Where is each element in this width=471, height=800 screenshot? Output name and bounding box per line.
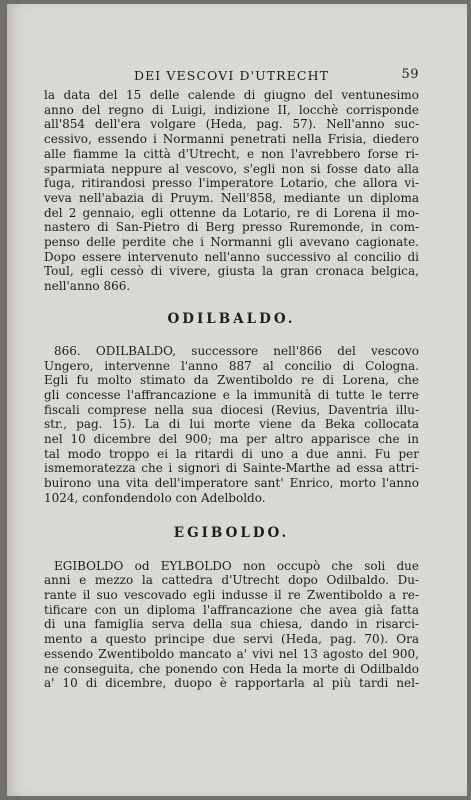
text-line: di una famiglia serva della sua chiesa, dando in risarci-: [44, 617, 419, 632]
text-line: Egli fu molto stimato da Zwentiboldo re di Lorena, che: [44, 373, 419, 388]
paragraph-odilbaldo: [44, 344, 419, 506]
text-line: anni e mezzo la cattedra d'Utrecht dopo Odilbaldo. Du-: [44, 573, 419, 588]
section-heading-egiboldo: EGIBOLDO.: [173, 524, 290, 541]
text-line: ne conseguita, che ponendo con Heda la morte di Odilbaldo: [44, 661, 419, 676]
text-line: nell'anno 866.: [44, 279, 131, 294]
text-line: nel 10 dicembre del 900; ma per altro apparisce che in: [44, 432, 419, 447]
text-line: nastero di San-Pietro di Berg presso Ruremonde, in com-: [44, 220, 419, 235]
section-heading-odilbaldo: ODILBALDO.: [167, 310, 296, 327]
text-line: all'854 dell'era volgare (Heda, pag. 57). Nell'anno suc-: [44, 117, 419, 132]
text-line: sparmiata neppure al vescovo, s'egli non si fosse dato alla: [44, 161, 419, 176]
running-head: [44, 62, 419, 88]
text-line: penso delle perdite che i Normanni gli avevano cagionate.: [44, 235, 419, 250]
text-line: 1024, confondendolo con Adelboldo.: [44, 490, 266, 505]
running-title: DEI VESCOVI D'UTRECHT: [133, 68, 330, 83]
text-line: gli concesse l'affrancazione e la immunità di tutte le terre: [44, 387, 419, 402]
text-line: 866. ODILBALDO, successore nell'866 del vescovo: [54, 343, 419, 358]
text-line: cessivo, essendo i Normanni penetrati nella Frisia, diedero: [44, 132, 419, 147]
page-content: [44, 62, 419, 691]
text-line: la data del 15 delle calende di giugno del ventunesimo: [44, 88, 419, 102]
text-line: del 2 gennaio, egli ottenne da Lotario, re di Lorena il mo-: [44, 205, 419, 220]
text-line: buirono una vita dell'imperatore sant' Enrico, morto l'anno: [44, 476, 419, 491]
text-line: tal modo troppo ei la ritardi di uno a due anni. Fu per: [44, 446, 419, 461]
text-line: mento a questo principe due servi (Heda, pag. 70). Ora: [44, 632, 419, 647]
text-line: a' 10 di dicembre, duopo è rapportarla al più tardi nel-: [44, 676, 419, 691]
text-line: fiscali comprese nella sua diocesi (Revius, Daventria illu-: [44, 402, 419, 417]
paragraph-ungero-ending: [44, 88, 419, 294]
text-line: rante il suo vescovado egli indusse il re Zwentiboldo a re-: [44, 587, 419, 602]
text-line: veva nell'abazia di Pruym. Nell'858, mediante un diploma: [44, 190, 419, 205]
page-number: 59: [401, 67, 419, 82]
text-line: Toul, egli cessò di vivere, giusta la gran cronaca belgica,: [44, 264, 419, 279]
text-line: essendo Zwentiboldo mancato a' vivi nel 13 agosto del 900,: [44, 646, 419, 661]
text-line: EGIBOLDO od EYLBOLDO non occupò che soli due: [54, 558, 419, 573]
text-line: ismemoratezza che i signori di Sainte-Marthe ad essa attri-: [44, 461, 419, 476]
book-page: [7, 4, 467, 796]
text-line: alle fiamme la città d'Utrecht, e non l'avrebbero forse ri-: [44, 146, 419, 161]
text-line: anno del regno di Luigi, indizione II, locchè corrisponde: [44, 102, 419, 117]
text-line: Ungero, intervenne l'anno 887 al concilio di Cologna.: [44, 358, 419, 373]
text-line: Dopo essere intervenuto nell'anno successivo al concilio di: [44, 249, 419, 264]
text-line: tificare con un diploma l'affrancazione che avea già fatta: [44, 602, 419, 617]
text-line: str., pag. 15). La di lui morte viene da Beka collocata: [44, 417, 419, 432]
text-line: fuga, ritirandosi presso l'imperatore Lotario, che allora vi-: [44, 176, 419, 191]
paragraph-egiboldo: [44, 559, 419, 691]
